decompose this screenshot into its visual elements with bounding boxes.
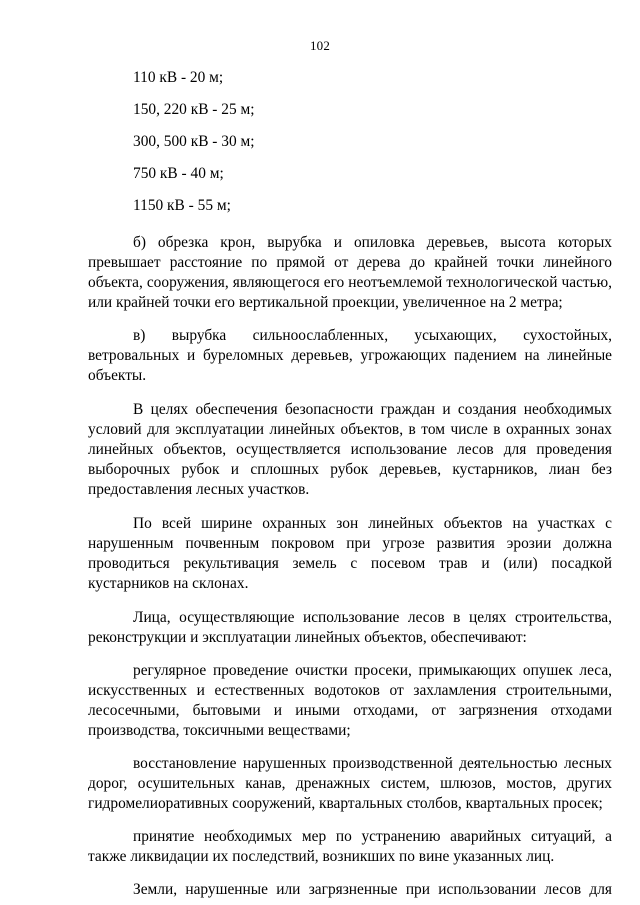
paragraph-item-v: в) вырубка сильноослабленных, усыхающих, сухостойных, ветровальных и буреломных деревьев, угрожающих падением на линейные объекты. bbox=[88, 327, 612, 384]
paragraph-restoration-duty: восстановление нарушенных производственной деятельностью лесных дорог, осушительных канав, дренажных систем, шлюзов, мостов, других гидромелиоративных сооружений, квартальных столбов, квартальных просек; bbox=[88, 755, 612, 812]
paragraph-emergency-duty: принятие необходимых мер по устранению аварийных ситуаций, а также ликвидации их последствий, возникших по вине указанных лиц. bbox=[88, 828, 612, 865]
paragraph-item-b: б) обрезка крон, вырубка и опиловка деревьев, высота которых превышает расстояние по прямой от дерева до крайней точки линейного объекта, сооружения, являющегося его неотъемлемой технологической частью, или крайней точки его вертикальной проекции, увеличенное на 2 метра; bbox=[88, 234, 612, 311]
paragraph-safety-purposes: В целях обеспечения безопасности граждан и создания необходимых условий для эксплуатации линейных объектов, в том числе в охранных зонах линейных объектов, осуществляется использование лесов для проведения выборочных рубок и сплошных рубок деревьев, кустарников, лиан без предоставления лесных участков. bbox=[88, 401, 612, 498]
distance-line-1150kv: 1150 кВ - 55 м; bbox=[133, 197, 231, 214]
distance-line-300-500kv: 300, 500 кВ - 30 м; bbox=[133, 133, 255, 150]
page-body bbox=[88, 68, 612, 900]
paragraph-clearing-duty: регулярное проведение очистки просеки, примыкающих опушек леса, искусственных и естественных водотоков от захламления строительными, лесосечными, бытовыми и иными отходами, от загрязнения отходами производства, токсичными веществами; bbox=[88, 662, 612, 739]
distance-line-750kv: 750 кВ - 40 м; bbox=[133, 165, 224, 182]
distance-line-110kv: 110 кВ - 20 м; bbox=[133, 69, 224, 86]
paragraph-obligations-intro: Лица, осуществляющие использование лесов в целях строительства, реконструкции и эксплуатации линейных объектов, обеспечивают: bbox=[88, 609, 612, 646]
page-number: 102 bbox=[309, 38, 331, 53]
paragraph-disturbed-lands: Земли, нарушенные или загрязненные при использовании лесов для bbox=[133, 881, 612, 898]
paragraph-recultivation: По всей ширине охранных зон линейных объектов на участках с нарушенным почвенным покровом при угрозе развития эрозии должна проводиться рекультивация земель с посевом трав и (или) посадкой кустарников на склонах. bbox=[88, 515, 612, 592]
distance-line-150-220kv: 150, 220 кВ - 25 м; bbox=[133, 101, 255, 118]
